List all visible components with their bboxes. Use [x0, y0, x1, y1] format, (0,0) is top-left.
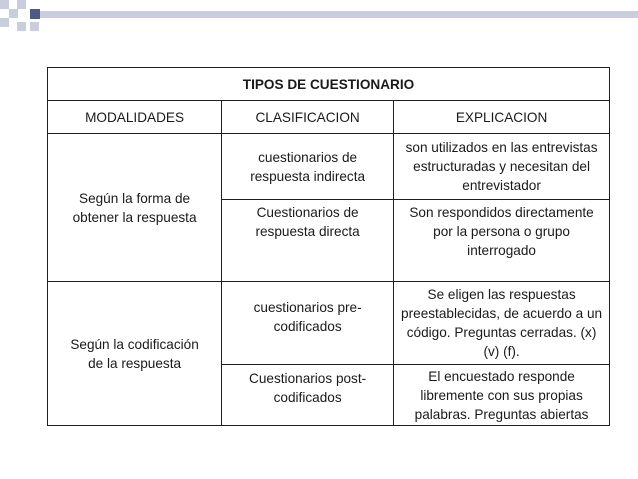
decorative-square-5: [0, 18, 9, 27]
explicacion-cell: Son respondidos directamente por la persona o grupo interrogado: [394, 200, 610, 282]
decorative-square-2: [17, 0, 26, 9]
clasificacion-cell: cuestionarios de respuesta indirecta: [222, 134, 394, 200]
questionnaire-types-table: [47, 67, 610, 426]
clasificacion-cell: cuestionarios pre-codificados: [222, 282, 394, 365]
modalidad-cell: Según la forma de obtener la respuesta: [48, 134, 222, 282]
explicacion-cell: son utilizados en las entrevistas estructuradas y necesitan del entrevistador: [394, 134, 610, 200]
decorative-square-7: [30, 22, 39, 31]
decorative-square-3: [9, 9, 18, 18]
table-row: [48, 282, 610, 365]
title-row: [48, 68, 610, 101]
explicacion-cell: El encuestado responde libremente con sus propias palabras. Preguntas abiertas: [394, 365, 610, 426]
table-title: TIPOS DE CUESTIONARIO: [48, 68, 610, 101]
table-row: [48, 134, 610, 200]
header-explicacion: EXPLICACION: [394, 101, 610, 134]
explicacion-cell: Se eligen las respuestas preestablecidas, de acuerdo a un código. Preguntas cerradas. (x) (v) (f).: [394, 282, 610, 365]
decorative-square-6: [17, 22, 26, 31]
decorative-square-4: [30, 9, 40, 19]
header-clasificacion: CLASIFICACION: [222, 101, 394, 134]
clasificacion-cell: Cuestionarios post-codificados: [222, 365, 394, 426]
decorative-square-1: [0, 0, 9, 9]
header-modalidades: MODALIDADES: [48, 101, 222, 134]
clasificacion-cell: Cuestionarios de respuesta directa: [222, 200, 394, 282]
header-row: [48, 101, 610, 134]
modalidad-cell: Según la codificación de la respuesta: [48, 282, 222, 426]
decorative-top-bar: [40, 11, 638, 18]
